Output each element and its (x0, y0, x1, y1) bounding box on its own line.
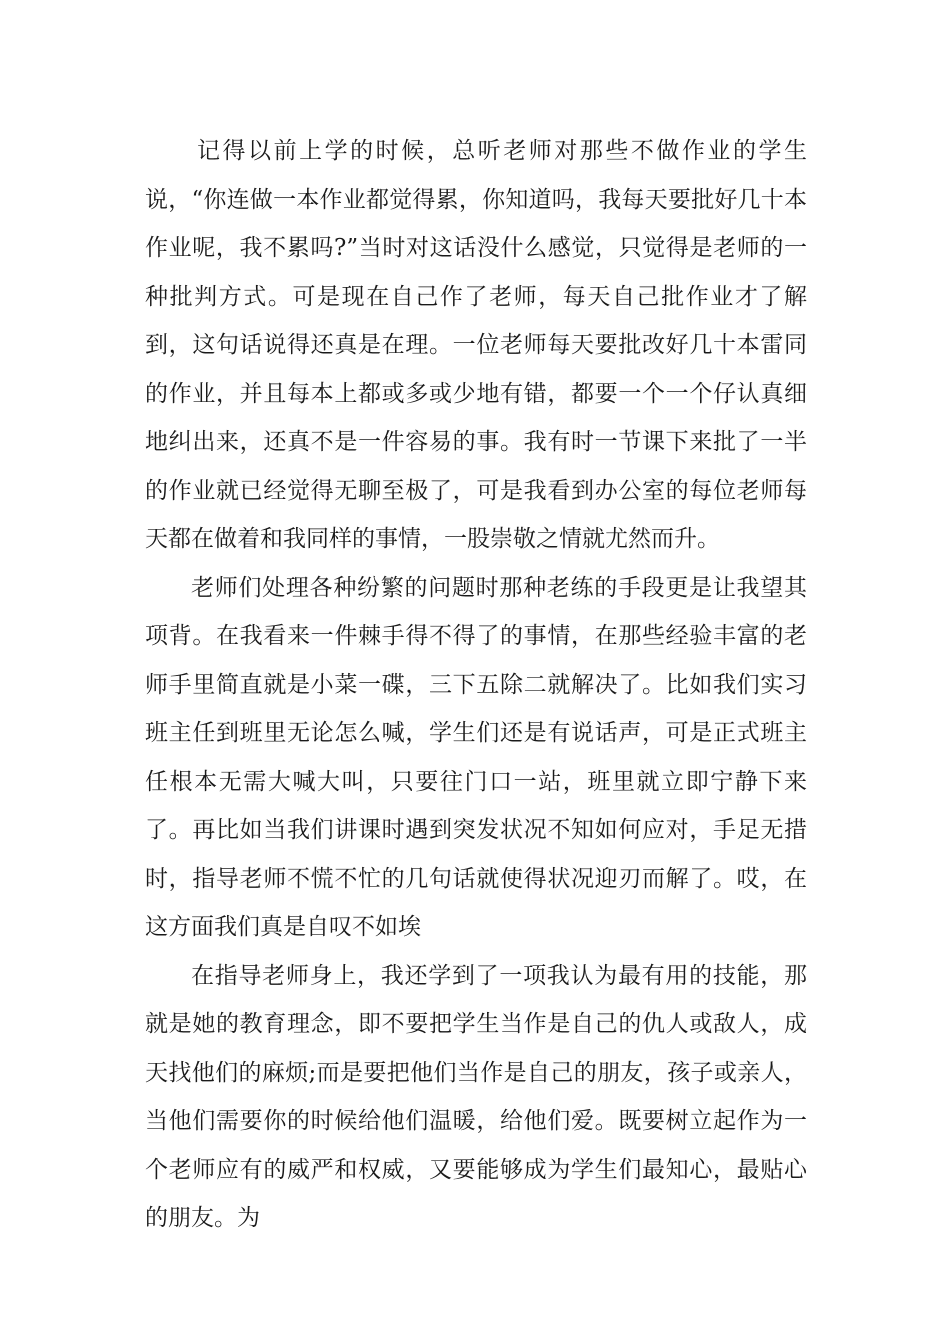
paragraph-3: 在指导老师身上，我还学到了一项我认为最有用的技能，那就是她的教育理念，即不要把学生当作是自己的仇人或敌人，成天找他们的麻烦;而是要把他们当作是自己的朋友，孩子或亲人，当他们需要你的时候给他们温暖，给他们爱。既要树立起作为一个老师应有的威严和权威，又要能够成为学生们最知心，最贴心的朋友。为 (145, 962, 807, 1231)
paragraph-2: 老师们处理各种纷繁的问题时那种老练的手段更是让我望其项背。在我看来一件棘手得不得了的事情，在那些经验丰富的老师手里简直就是小菜一碟，三下五除二就解决了。比如我们实习班主任到班里无论怎么喊，学生们还是有说话声，可是正式班主任根本无需大喊大叫，只要往门口一站，班里就立即宁静下来了。再比如当我们讲课时遇到突发状况不知如何应对，手足无措时，指导老师不慌不忙的几句话就使得状况迎刃而解了。哎，在这方面我们真是自叹不如埃 (145, 574, 807, 940)
document-body (145, 127, 807, 1243)
paragraph-1: 记得以前上学的时候，总听老师对那些不做作业的学生说，“你连做一本作业都觉得累，你知道吗，我每天要批好几十本作业呢，我不累吗?”当时对这话没什么感觉，只觉得是老师的一种批判方式。可是现在自己作了老师，每天自己批作业才了解到，这句话说得还真是在理。一位老师每天要批改好几十本雷同的作业，并且每本上都或多或少地有错，都要一个一个仔认真细地纠出来，还真不是一件容易的事。我有时一节课下来批了一半的作业就已经觉得无聊至极了，可是我看到办公室的每位老师每天都在做着和我同样的事情，一股崇敬之情就尤然而升。 (145, 138, 807, 552)
